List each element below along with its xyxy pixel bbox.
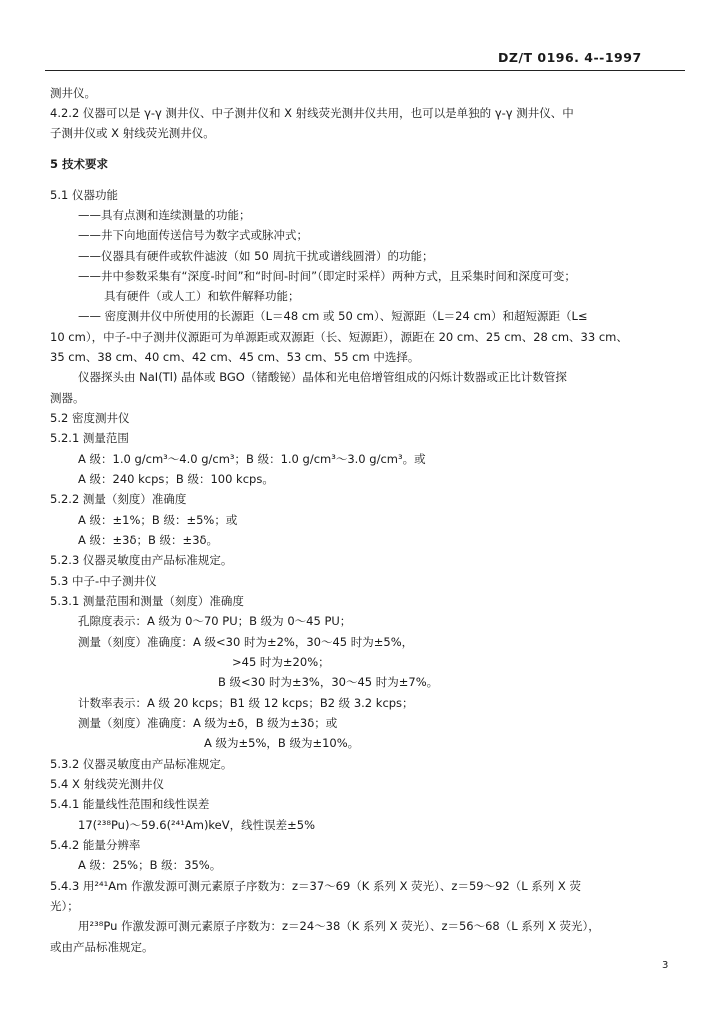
- text-line: 测量（刻度）准确度：A 级为±δ，B 级为±3δ；或: [78, 716, 338, 730]
- text-line: B 级<30 时为±3%，30～45 时为±7%。: [218, 675, 439, 689]
- text-line: 光）；: [50, 899, 79, 913]
- list-item: ——仪器具有硬件或软件滤波（如 50 周抗干扰或谱线圆滑）的功能；: [78, 249, 434, 263]
- text-line: A 级：±3δ；B 级：±3δ。: [78, 533, 219, 547]
- text-line: >45 时为±20%；: [232, 655, 330, 669]
- text-line: 35 cm、38 cm、40 cm、42 cm、45 cm、53 cm、55 cm 中选择。: [50, 350, 420, 364]
- text-line: 计数率表示：A 级 20 kcps；B1 级 12 kcps；B2 级 3.2 kcps；: [78, 696, 414, 710]
- text-line: 5.4.3 用²⁴¹Am 作激发源可测元素原子序数为：z＝37～69（K 系列 X 荧光）、z＝59～92（L 系列 X 荧: [50, 879, 581, 893]
- text-line: 仪器探头由 NaI(Tl) 晶体或 BGO（锗酸铋）晶体和光电倍增管组成的闪烁计数器或正比计数管探: [78, 370, 567, 384]
- document-id-header: DZ/T 0196. 4--1997: [498, 50, 642, 65]
- subsection-heading: 5.2.3 仪器灵敏度由产品标准规定。: [50, 553, 233, 567]
- text-line: 孔隙度表示：A 级为 0～70 PU；B 级为 0～45 PU；: [78, 614, 352, 628]
- text-line: A 级：25%；B 级：35%。: [78, 858, 222, 872]
- list-item: ——井中参数采集有“深度-时间”和“时间-时间”（即定时采样）两种方式，且采集时间和深度可变；: [78, 269, 576, 283]
- subsection-heading: 5.2 密度测井仪: [50, 411, 130, 425]
- section-heading: 5 技术要求: [50, 157, 109, 171]
- list-item: ——具有点测和连续测量的功能；: [78, 208, 251, 222]
- text-line: A 级：1.0 g/cm³～4.0 g/cm³；B 级：1.0 g/cm³～3.0 g/cm³。或: [78, 452, 426, 466]
- text-line: A 级：240 kcps；B 级：100 kcps。: [78, 472, 274, 486]
- text-line: 子测井仪或 X 射线荧光测井仪。: [50, 126, 215, 140]
- subsection-heading: 5.3 中子-中子测井仪: [50, 574, 157, 588]
- subsection-heading: 5.4.2 能量分辨率: [50, 838, 141, 852]
- text-line: A 级：±1%；B 级：±5%；或: [78, 513, 238, 527]
- subsection-heading: 5.2.2 测量（刻度）准确度: [50, 492, 187, 506]
- subsection-heading: 5.2.1 测量范围: [50, 431, 129, 445]
- text-line: 用²³⁸Pu 作激发源可测元素原子序数为：z＝24～38（K 系列 X 荧光）、z＝56～68（L 系列 X 荧光），: [78, 919, 600, 933]
- page-number: 3: [662, 960, 669, 971]
- text-line: 或由产品标准规定。: [50, 940, 154, 954]
- text-line: 测量（刻度）准确度：A 级<30 时为±2%，30～45 时为±5%，: [78, 635, 414, 649]
- list-item-continuation: 具有硬件（或人工）和软件解释功能；: [104, 289, 300, 303]
- text-line: 4.2.2 仪器可以是 γ-γ 测井仪、中子测井仪和 X 射线荧光测井仪共用，也可以是单独的 γ-γ 测井仪、中: [50, 106, 574, 120]
- subsection-heading: 5.3.2 仪器灵敏度由产品标准规定。: [50, 757, 233, 771]
- list-item: —— 密度测井仪中所使用的长源距（L＝48 cm 或 50 cm）、短源距（L＝24 cm）和超短源距（L≤: [78, 309, 588, 323]
- subsection-heading: 5.1 仪器功能: [50, 188, 118, 202]
- subsection-heading: 5.4 X 射线荧光测井仪: [50, 777, 164, 791]
- list-item: ——井下向地面传送信号为数字式或脉冲式；: [78, 228, 308, 242]
- text-line: A 级为±5%，B 级为±10%。: [204, 736, 360, 750]
- text-line: 测器。: [50, 391, 85, 405]
- text-line: 17(²³⁸Pu)～59.6(²⁴¹Am)keV，线性误差±5%: [78, 818, 316, 832]
- subsection-heading: 5.3.1 测量范围和测量（刻度）准确度: [50, 594, 244, 608]
- subsection-heading: 5.4.1 能量线性范围和线性误差: [50, 797, 210, 811]
- header-rule: [45, 70, 685, 71]
- text-line: 10 cm），中子-中子测井仪源距可为单源距或双源距（长、短源距），源距在 20 cm、25 cm、28 cm、33 cm、: [50, 330, 628, 344]
- text-line: 测井仪。: [50, 86, 96, 100]
